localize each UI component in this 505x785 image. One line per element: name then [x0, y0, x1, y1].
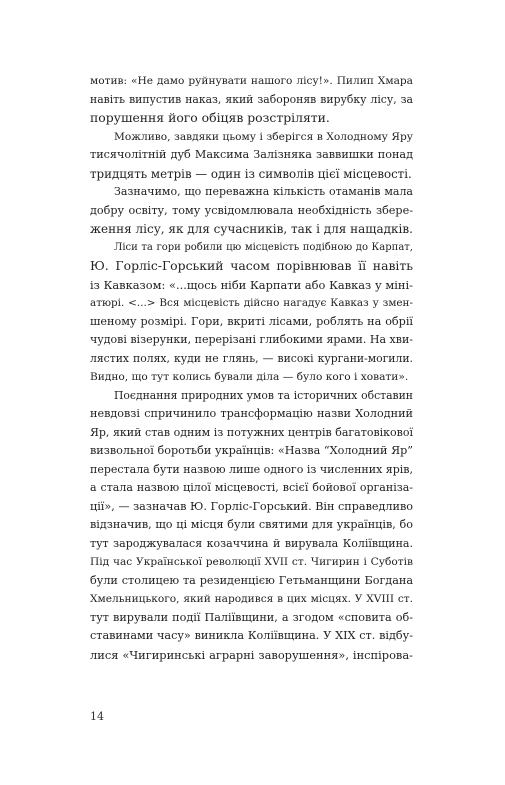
text-line-17: Видно, що тут колись бували діла — було кого і ховати».	[90, 371, 409, 383]
text-line-23: а стала назвою цілої місцевості, всієї бойової організа-	[90, 481, 413, 494]
text-line-32: лися «Чигиринські аграрні заворушення», інспірова-	[90, 647, 413, 662]
text-line-30: тут вирували події Паліївщини, а згодом «сповита об-	[90, 610, 413, 624]
text-line-21: визвольної боротьби українців: «Назва “Холодний Яр”	[90, 444, 413, 457]
text-line-13: атюрі. <...> Вся місцевість дійсно нагадує Кавказ у змен-	[90, 297, 413, 309]
text-line-29: Хмельницького, який народився в цих місцях. У XVIII ст.	[90, 593, 413, 605]
text-line-27: Під час Української революції XVII ст. Чигирин і Суботів	[90, 556, 413, 568]
text-line-10: Ліси та гори робили цю місцевість подібною до Карпат,	[114, 241, 413, 253]
text-line-24: ції», — зазначав Ю. Горліс-Горський. Він справедливо	[90, 499, 413, 513]
text-line-1: мотив: «Не дамо руйнувати нашого лісу!». Пилип Хмара	[90, 75, 413, 87]
text-line-3: порушення його обіцяв розстріляти.	[90, 110, 330, 125]
text-line-18: Поєднання природних умов та історичних обставин	[114, 388, 413, 402]
text-line-15: чудові візерунки, перерізані глибокими ярами. На хви-	[90, 333, 413, 346]
text-line-9: ження лісу, як для сучасників, так і для нащадків.	[90, 222, 413, 236]
text-line-16: лястих полях, куди не глянь, — високі кургани-могили.	[90, 351, 413, 365]
text-line-28: були столицею та резиденцією Гетьманщини Богдана	[90, 573, 413, 587]
text-line-7: Зазначимо, що переважна кількість отаманів мала	[114, 185, 413, 198]
text-line-5: тисячолітній дуб Максима Залізняка заввишки понад	[90, 148, 413, 161]
text-line-20: Яр, який став одним із потужних центрів багатовікової	[90, 425, 413, 439]
text-line-22: перестала бути назвою лише одного із численних ярів,	[90, 462, 413, 476]
text-line-25: відзначив, що ці місця були святими для українців, бо	[90, 518, 413, 531]
page-number: 14	[90, 710, 104, 723]
text-line-31: ставинами часу» виникла Коліївщина. У XIX ст. відбу-	[90, 629, 413, 642]
text-line-19: невдовзі спричинило трансформацію назви Холодний	[90, 407, 413, 420]
text-line-11: Ю. Горліс-Горський часом порівнював її навіть	[90, 258, 413, 273]
body-text	[90, 72, 413, 664]
text-line-26: тут зароджувалася козаччина й вирувала Коліївщина.	[90, 536, 413, 550]
text-line-2: навіть випустив наказ, який забороняв вирубку лісу, за	[90, 92, 413, 106]
text-line-8: добру освіту, тому усвідомлювала необхідність збере-	[90, 203, 413, 217]
text-line-6: тридцять метрів — один із символів цієї місцевості.	[90, 166, 412, 181]
text-line-12: із Кавказом: «...щось ніби Карпати або Кавказ у міні-	[90, 277, 413, 292]
text-line-14: шеному розмірі. Гори, вкриті лісами, роблять на обрії	[90, 314, 413, 328]
text-line-4: Можливо, завдяки цьому і зберігся в Холодному Яру	[114, 130, 413, 143]
